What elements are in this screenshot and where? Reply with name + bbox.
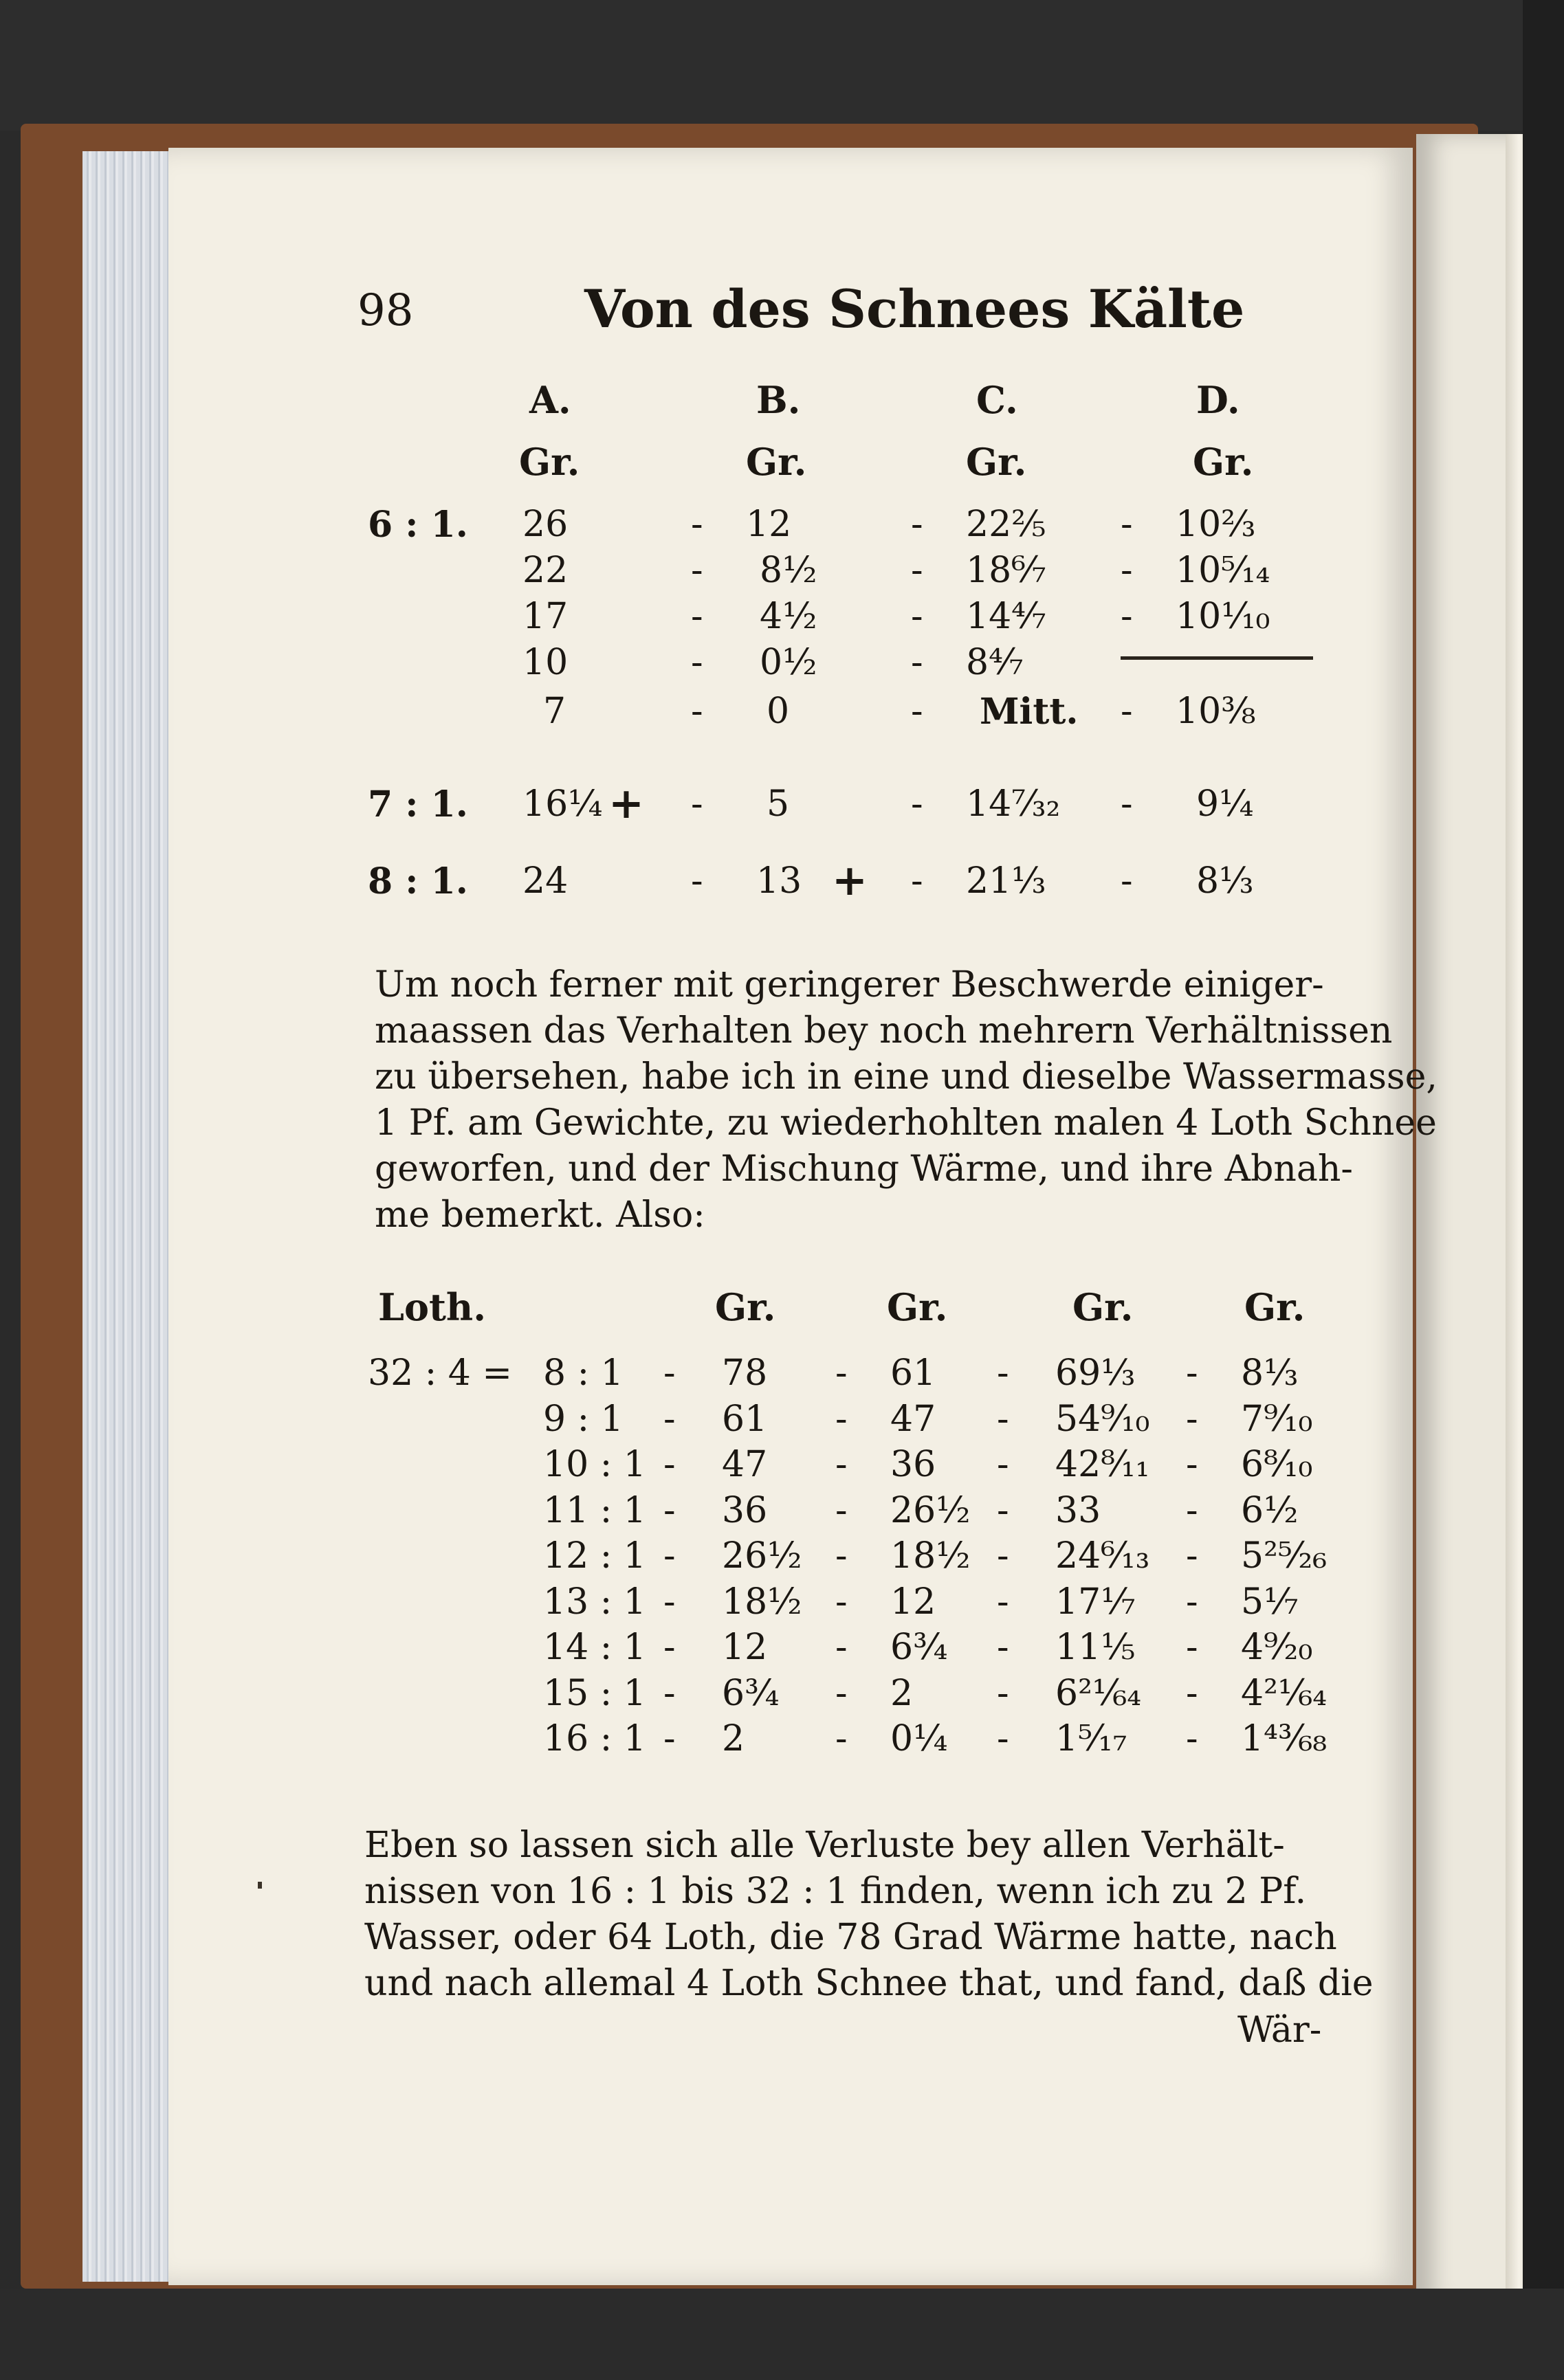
separator: - [835,1718,848,1759]
row-ratio: 14 : 1 [543,1627,646,1668]
cell-a: 18½ [722,1581,802,1623]
separator: - [835,1398,848,1440]
ratio-lead: 32 : 4 = [368,1353,512,1394]
cell-b: 12 [890,1581,936,1623]
cell-c: 18⁶⁄₇ [966,550,1046,591]
separator: - [691,596,703,637]
cell-b: 6¾ [890,1627,948,1668]
unit-header-b: Gr. [887,1285,948,1329]
cell-b: 26½ [890,1489,971,1531]
separator: - [1121,860,1133,902]
cell-c: 1⁵⁄₁₇ [1055,1718,1127,1759]
row-ratio: 11 : 1 [543,1489,646,1531]
cell-c: 17⅐ [1055,1581,1136,1623]
background-top [0,0,1564,131]
cell-c: 22⅖ [966,504,1046,545]
separator: - [911,596,923,637]
cell-d: 6⁸⁄₁₀ [1241,1444,1313,1485]
separator: - [835,1627,848,1668]
column-header-a: A. [529,378,571,422]
paragraph-line: me bemerkt. Also: [375,1194,705,1236]
page-number: 98 [357,285,414,336]
cell-a: 24 [522,860,569,902]
separator: - [835,1489,848,1531]
separator: - [1186,1581,1198,1623]
separator: - [835,1353,848,1394]
cell-c: 8⁴⁄₇ [966,642,1024,683]
unit-header-a: Gr. [715,1285,776,1329]
background-bottom [0,2289,1564,2380]
cell-d: 8⅓ [1241,1353,1299,1394]
cell-a: 26½ [722,1535,802,1577]
cell-b: 4½ [760,596,817,637]
separator: - [663,1398,676,1440]
cell-a: 36 [722,1489,768,1531]
cell-d: 10⅜ [1176,691,1256,732]
cell-b: 5 [767,783,790,825]
plus-sign: + [832,855,868,905]
separator: - [1186,1535,1198,1577]
cell-b: 0¼ [890,1718,948,1759]
cell-c: 14⁴⁄₇ [966,596,1046,637]
cell-a: 2 [722,1718,745,1759]
paragraph-line: und nach allemal 4 Loth Schnee that, und fand, daß die [364,1963,1374,2004]
separator: - [997,1581,1009,1623]
cell-c: 42⁸⁄₁₁ [1055,1444,1150,1485]
unit-header-a: Gr. [519,440,580,484]
cell-d: 9¼ [1196,783,1254,825]
paragraph-closing [364,1823,1374,2007]
cell-b: 18½ [890,1535,971,1577]
separator: - [691,504,703,545]
separator: - [663,1672,676,1714]
paragraph-line: zu übersehen, habe ich in eine und dieselbe Wassermasse, [375,1056,1438,1098]
paragraph-intro [375,962,1438,1238]
separator: - [691,783,703,825]
row-ratio: 9 : 1 [543,1398,624,1440]
separator: - [1121,550,1133,591]
separator: - [997,1718,1009,1759]
cell-b: 12 [746,504,792,545]
cell-a: 47 [722,1444,768,1485]
plus-sign: + [608,778,644,828]
separator: - [691,642,703,683]
cell-a: 6¾ [722,1672,780,1714]
cell-d: 4²¹⁄₆₄ [1241,1672,1328,1714]
unit-header-d: Gr. [1193,440,1254,484]
paragraph-line: 1 Pf. am Gewichte, zu wiederhohlten malen 4 Loth Schnee [375,1102,1437,1144]
cell-c: 21⅓ [966,860,1046,902]
separator: - [663,1718,676,1759]
separator: - [691,860,703,902]
cell-d: 6½ [1241,1489,1299,1531]
paragraph-line: Um noch ferner mit geringerer Beschwerde einiger- [375,964,1324,1005]
separator: - [835,1444,848,1485]
background-right [1523,0,1564,2380]
separator: - [663,1627,676,1668]
cell-a: 12 [722,1627,768,1668]
paragraph-line: nissen von 16 : 1 bis 32 : 1 finden, wenn ich zu 2 Pf. [364,1871,1307,1912]
separator: - [911,550,923,591]
separator: - [997,1489,1009,1531]
row-ratio: 16 : 1 [543,1718,646,1759]
separator: - [1186,1444,1198,1485]
cell-b: 61 [890,1353,936,1394]
separator: - [997,1444,1009,1485]
cell-a: 16¼ [522,783,603,825]
separator: - [663,1581,676,1623]
cell-a: 10 [522,642,569,683]
paragraph-line: maassen das Verhalten bey noch mehrern Verhältnissen [375,1010,1393,1052]
row-ratio: 13 : 1 [543,1581,646,1623]
cell-b: 8½ [760,550,817,591]
separator: - [835,1535,848,1577]
cell-a: 61 [722,1398,768,1440]
cell-b: 13 [756,860,802,902]
cell-a: 78 [722,1353,768,1394]
separator: - [997,1627,1009,1668]
column-header-b: B. [756,378,801,422]
cell-b: 2 [890,1672,914,1714]
page-title: Von des Schnees Kälte [584,278,1245,340]
cell-c: 24⁶⁄₁₃ [1055,1535,1150,1577]
cell-a: 17 [522,596,569,637]
separator: - [663,1444,676,1485]
separator: - [1121,504,1133,545]
cell-a: 22 [522,550,569,591]
separator: - [1186,1627,1198,1668]
cell-d: 1⁴³⁄₆₈ [1241,1718,1328,1759]
cell-a: 26 [522,504,569,545]
cell-c: Mitt. [980,691,1079,733]
column-header-d: D. [1196,378,1240,422]
row-ratio: 15 : 1 [543,1672,646,1714]
separator: - [911,783,923,825]
cell-c: 11⅕ [1055,1627,1136,1668]
separator: - [835,1672,848,1714]
row-ratio: 6 : 1. [368,504,468,546]
cell-c: 6²¹⁄₆₄ [1055,1672,1142,1714]
separator: - [1121,596,1133,637]
unit-header-b: Gr. [746,440,807,484]
paragraph-line: geworfen, und der Mischung Wärme, und ihre Abnah- [375,1148,1353,1190]
cell-d: 5⅐ [1241,1581,1299,1623]
cell-d: 10⅔ [1176,504,1256,545]
separator: - [663,1353,676,1394]
separator: - [691,550,703,591]
separator: - [911,691,923,732]
row-ratio: 8 : 1. [368,860,468,902]
separator: - [997,1672,1009,1714]
ratio-header: Loth. [378,1285,486,1329]
column-rule [1121,656,1313,660]
separator: - [911,504,923,545]
cell-b: 0½ [760,642,817,683]
cell-c: 14⁷⁄₃₂ [966,783,1061,825]
ink-dot [258,1882,262,1889]
row-ratio: 10 : 1 [543,1444,646,1485]
cell-d: 7⁹⁄₁₀ [1241,1398,1313,1440]
separator: - [997,1353,1009,1394]
separator: - [1186,1718,1198,1759]
cell-a: 7 [543,691,566,732]
unit-header-c: Gr. [1072,1285,1134,1329]
separator: - [1121,783,1133,825]
separator: - [1186,1353,1198,1394]
cell-b: 36 [890,1444,936,1485]
separator: - [911,860,923,902]
separator: - [997,1535,1009,1577]
cell-d: 8⅓ [1196,860,1254,902]
cell-c: 33 [1055,1489,1101,1531]
cell-d: 10⁵⁄₁₄ [1176,550,1270,591]
separator: - [1186,1398,1198,1440]
separator: - [835,1581,848,1623]
separator: - [663,1535,676,1577]
separator: - [911,642,923,683]
catchword: Wär- [1237,2010,1322,2051]
separator: - [691,691,703,732]
unit-header-c: Gr. [966,440,1027,484]
row-ratio: 7 : 1. [368,783,468,825]
cell-c: 69⅓ [1055,1353,1136,1394]
separator: - [1121,691,1133,732]
paragraph-line: Eben so lassen sich alle Verluste bey allen Verhält- [364,1825,1285,1866]
unit-header-d: Gr. [1244,1285,1306,1329]
row-ratio: 8 : 1 [543,1353,624,1394]
separator: - [1186,1489,1198,1531]
cell-d: 5²⁵⁄₂₆ [1241,1535,1328,1577]
page-edges [82,151,172,2282]
column-header-c: C. [976,378,1018,422]
cell-b: 0 [767,691,790,732]
separator: - [997,1398,1009,1440]
cell-c: 54⁹⁄₁₀ [1055,1398,1150,1440]
separator: - [1186,1672,1198,1714]
cell-d: 4⁹⁄₂₀ [1241,1627,1313,1668]
cell-b: 47 [890,1398,936,1440]
row-ratio: 12 : 1 [543,1535,646,1577]
paragraph-line: Wasser, oder 64 Loth, die 78 Grad Wärme hatte, nach [364,1917,1337,1958]
separator: - [663,1489,676,1531]
cell-d: 10¹⁄₁₀ [1176,596,1270,637]
